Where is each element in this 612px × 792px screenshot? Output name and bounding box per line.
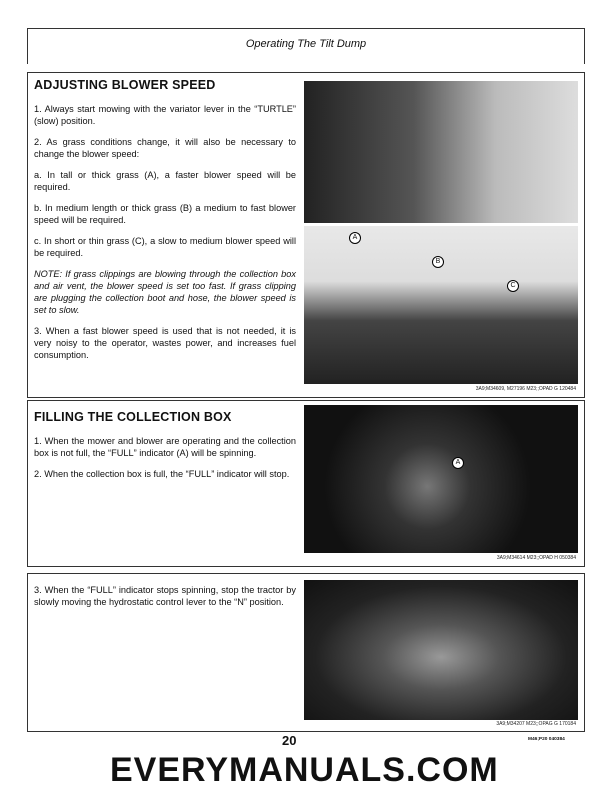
- section-blower-speed: [27, 72, 585, 398]
- paragraph: b. In medium length or thick grass (B) a medium to fast blower speed will be required.: [34, 203, 296, 225]
- photo-variator-lever: [304, 81, 578, 223]
- callout-a: A: [452, 457, 464, 469]
- paragraph: 3. When a fast blower speed is used that is not needed, it is very noisy to the operator, wastes power, and increases fuel consumption.: [34, 326, 296, 360]
- watermark: EVERYMANUALS.COM: [110, 751, 499, 789]
- photo-caption: 3A9;M34207 M23;;OPAG G 170184: [496, 721, 576, 727]
- section-title: ADJUSTING BLOWER SPEED: [34, 78, 216, 92]
- paragraph: 1. Always start mowing with the variator lever in the “TURTLE” (slow) position.: [34, 104, 296, 126]
- callout-b: B: [432, 256, 444, 268]
- top-rule: [27, 28, 584, 29]
- paragraph: a. In tall or thick grass (A), a faster blower speed will be required.: [34, 170, 296, 192]
- photo-grass-heights: [304, 226, 578, 384]
- callout-c: C: [507, 280, 519, 292]
- photo-full-indicator: [304, 405, 578, 553]
- section-stop-tractor: [27, 573, 585, 732]
- section-collection-box: [27, 400, 585, 567]
- paragraph: c. In short or thin grass (C), a slow to medium blower speed will be required.: [34, 236, 296, 258]
- paragraph: 1. When the mower and blower are operating and the collection box is not full, the “FULL” indicator (A) will be spinning.: [34, 436, 296, 458]
- paragraph: 2. As grass conditions change, it will also be necessary to change the blower speed:: [34, 137, 296, 159]
- page-header: Operating The Tilt Dump: [245, 38, 367, 50]
- section-title: FILLING THE COLLECTION BOX: [34, 410, 232, 424]
- paragraph: 3. When the “FULL” indicator stops spinning, stop the tractor by slowly moving the hydrostatic control lever to the “N” position.: [34, 585, 296, 607]
- callout-a: A: [349, 232, 361, 244]
- paragraph: 2. When the collection box is full, the “FULL” indicator will stop.: [34, 469, 290, 479]
- note: NOTE: If grass clippings are blowing through the collection box and air vent, the blower speed is set too fast. If grass clipping are plugging the collection boot and hose, the blower speed is set to slow.: [34, 269, 296, 315]
- page-number: 20: [282, 733, 297, 748]
- footer-code: M46;P20 040384: [528, 737, 565, 742]
- photo-caption: 3A9;M34609, M27196 M23;;OPAD G 120484: [475, 386, 576, 392]
- photo-steering-wheel: [304, 580, 578, 720]
- photo-caption: 3A9;M34614 M23;;OPAD H 050384: [496, 555, 576, 561]
